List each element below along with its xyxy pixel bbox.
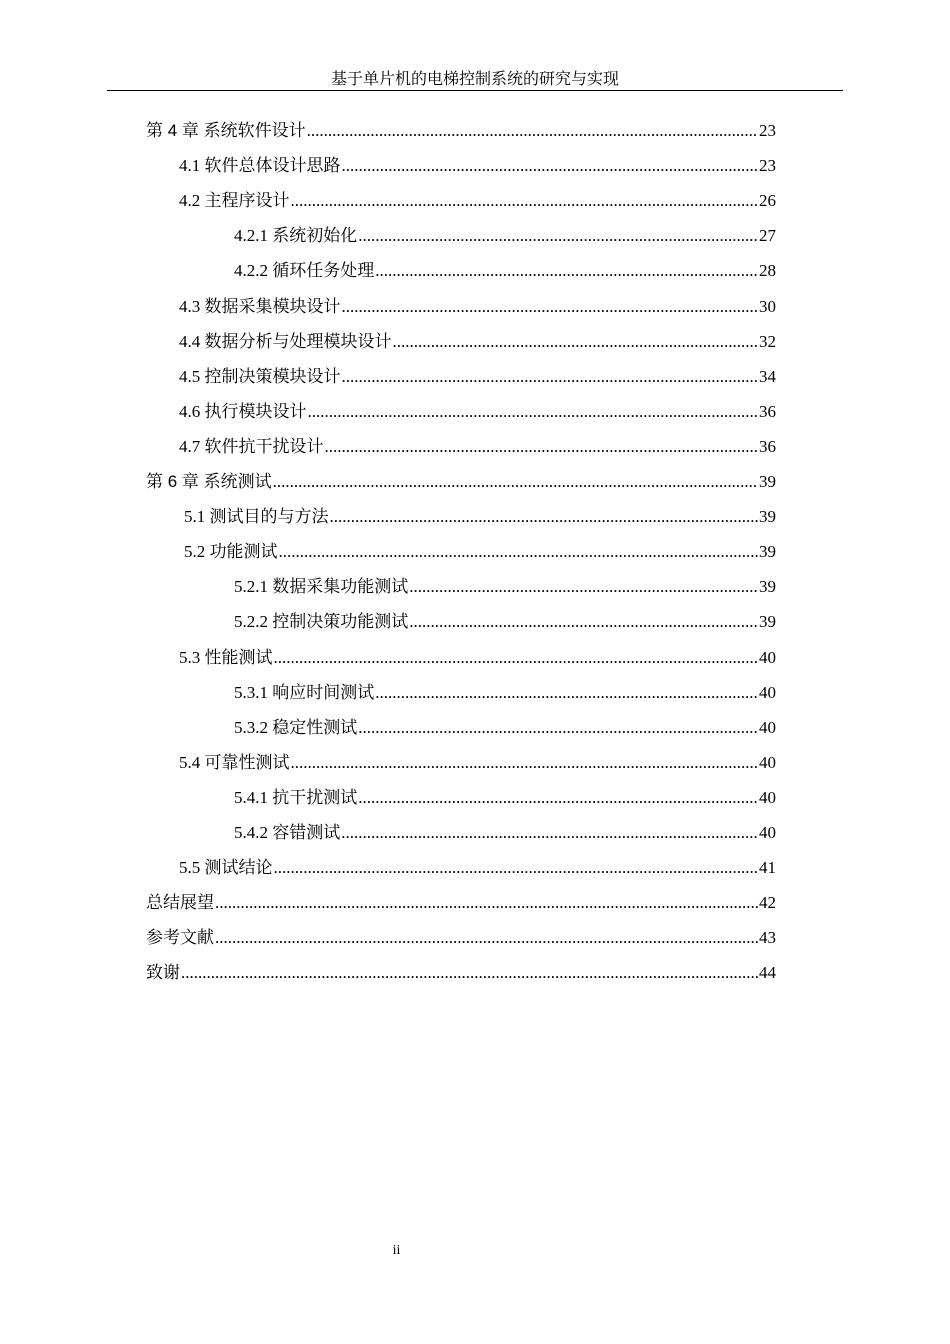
toc-entry-page-number: 40 [759,787,776,807]
toc-dot-leader [273,465,758,499]
toc-entry[interactable] [179,149,776,183]
header-divider [107,90,843,91]
toc-entry-label: 4.2.2 循环任务处理 [234,261,375,281]
toc-entry[interactable] [234,676,776,710]
footer-page-number: ii [392,1243,401,1258]
toc-entry[interactable] [179,325,776,359]
toc-entry-label: 4.7 软件抗干扰设计 [179,436,324,456]
toc-entry[interactable] [179,641,776,675]
toc-entry-label: 5.3 性能测试 [179,647,273,667]
toc-entry[interactable] [234,219,776,253]
toc-entry-page-number: 40 [759,752,776,772]
toc-entry-label: 4.4 数据分析与处理模块设计 [179,331,392,351]
toc-entry-page-number: 44 [759,963,776,983]
toc-entry-label: 第 4 章 系统软件设计 [146,121,306,140]
toc-entry[interactable] [179,184,776,218]
toc-entry-label: 4.1 软件总体设计思路 [179,156,341,176]
toc-entry[interactable] [234,605,776,639]
toc-dot-leader [342,290,759,324]
toc-entry-page-number: 39 [759,542,776,562]
toc-entry-label: 致谢 [146,963,180,983]
toc-entry[interactable] [146,465,776,499]
toc-entry-page-number: 39 [759,507,776,527]
toc-entry-page-number: 40 [759,823,776,842]
toc-entry[interactable] [184,535,776,569]
toc-entry[interactable] [146,921,776,955]
toc-entry[interactable] [179,290,776,324]
toc-entry-label: 5.5 测试结论 [179,858,273,878]
toc-entry[interactable] [234,254,776,288]
toc-entry-page-number: 36 [759,436,776,456]
toc-dot-leader [274,851,759,885]
toc-entry-page-number: 34 [759,366,776,386]
toc-entry-label: 4.2 主程序设计 [179,191,290,211]
toc-dot-leader [375,254,758,288]
toc-entry-label: 4.5 控制决策模块设计 [179,366,341,386]
toc-entry-page-number: 28 [759,261,776,281]
toc-dot-leader [358,711,758,745]
toc-dot-leader [342,149,759,183]
toc-entry-label: 4.2.1 系统初始化 [234,226,358,246]
toc-dot-leader [307,114,758,148]
toc-entry-label: 5.4.2 容错测试 [234,823,341,842]
toc-dot-leader [358,219,758,253]
toc-entry[interactable] [234,816,776,850]
toc-entry[interactable] [146,114,776,148]
toc-entry[interactable] [234,711,776,745]
toc-entry[interactable] [179,395,776,429]
toc-entry-page-number: 42 [759,893,776,913]
toc-entry-label: 5.1 测试目的与方法 [184,507,329,527]
toc-entry-page-number: 36 [759,401,776,421]
toc-entry-label: 5.2 功能测试 [184,542,278,562]
toc-entry-page-number: 30 [759,296,776,316]
toc-entry-page-number: 23 [759,156,776,176]
toc-entry[interactable] [234,781,776,815]
toc-dot-leader [181,956,758,990]
toc-dot-leader [358,781,758,815]
toc-dot-leader [325,430,759,464]
toc-entry[interactable] [179,746,776,780]
toc-dot-leader [215,921,758,955]
toc-entry-label: 5.3.2 稳定性测试 [234,717,358,737]
toc-entry-page-number: 40 [759,717,776,737]
toc-dot-leader [215,886,758,920]
toc-dot-leader [291,184,759,218]
toc-entry[interactable] [234,570,776,604]
toc-dot-leader [409,570,758,604]
toc-dot-leader [393,325,759,359]
toc-entry-page-number: 39 [759,612,776,632]
toc-dot-leader [291,746,759,780]
toc-entry-label: 4.3 数据采集模块设计 [179,296,341,316]
toc-entry-page-number: 39 [759,472,776,491]
toc-dot-leader [341,816,758,850]
toc-entry[interactable] [184,500,776,534]
page-header-title: 基于单片机的电梯控制系统的研究与实现 [330,71,619,88]
toc-entry-label: 5.4 可靠性测试 [179,752,290,772]
toc-entry-label: 5.3.1 响应时间测试 [234,682,375,702]
toc-entry-label: 参考文献 [146,928,214,948]
toc-entry-label: 第 6 章 系统测试 [146,472,272,491]
toc-dot-leader [342,360,759,394]
toc-entry-label: 总结展望 [146,893,214,913]
toc-entry-page-number: 23 [759,121,776,140]
toc-entry-label: 5.4.1 抗干扰测试 [234,787,358,807]
toc-entry[interactable] [146,886,776,920]
toc-dot-leader [274,641,759,675]
toc-entry-page-number: 41 [759,858,776,878]
toc-entry-page-number: 40 [759,682,776,702]
toc-entry-label: 5.2.1 数据采集功能测试 [234,577,409,597]
toc-entry[interactable] [146,956,776,990]
toc-entry[interactable] [179,430,776,464]
toc-dot-leader [279,535,759,569]
toc-dot-leader [308,395,759,429]
toc-entry[interactable] [179,851,776,885]
toc-entry[interactable] [179,360,776,394]
toc-entry-page-number: 32 [759,331,776,351]
toc-dot-leader [409,605,758,639]
toc-entry-page-number: 26 [759,191,776,211]
toc-entry-label: 5.2.2 控制决策功能测试 [234,612,409,632]
toc-entry-page-number: 27 [759,226,776,246]
toc-entry-label: 4.6 执行模块设计 [179,401,307,421]
toc-entry-page-number: 43 [759,928,776,948]
toc-dot-leader [375,676,758,710]
toc-dot-leader [330,500,759,534]
toc-entry-page-number: 39 [759,577,776,597]
toc-entry-page-number: 40 [759,647,776,667]
